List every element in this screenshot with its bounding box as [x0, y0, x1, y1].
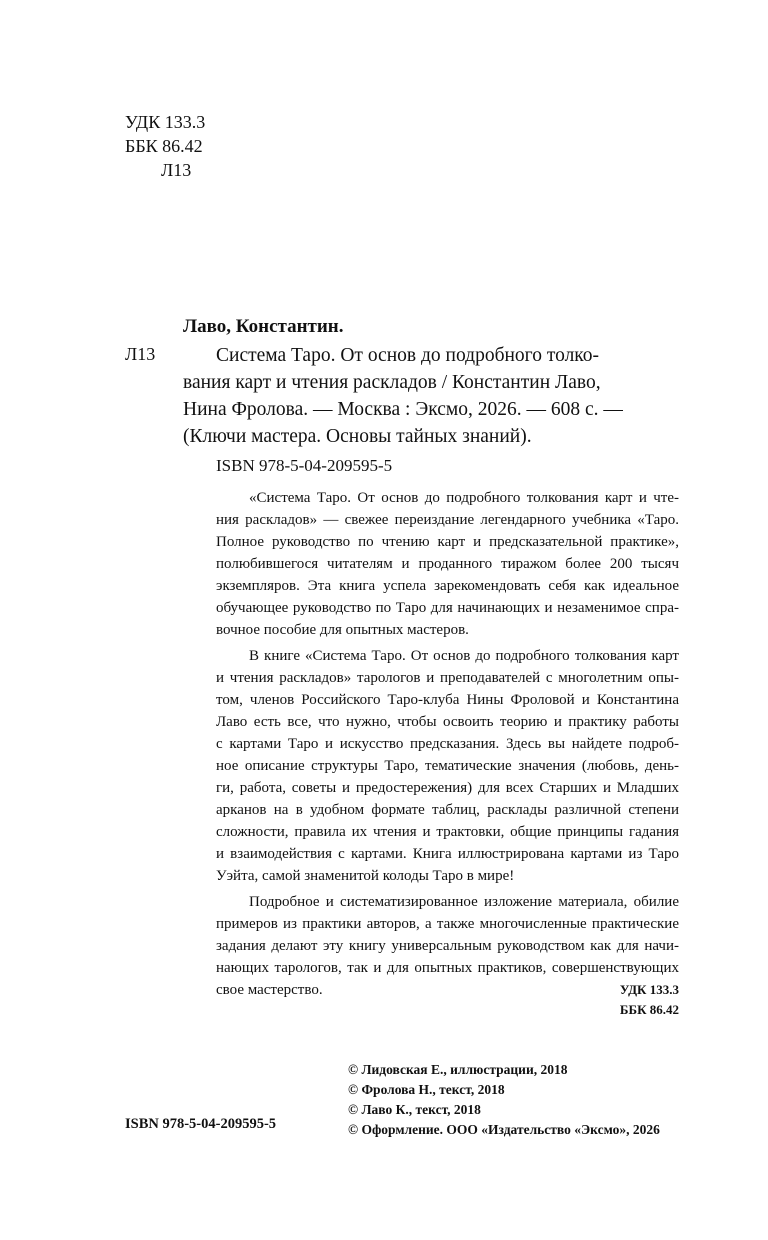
abstract-line: ги, работа, советы и предостережения) для всех Старших и Младших [216, 780, 679, 796]
abstract-line: нающих тарологов, так и для опытных практиков, совершенствующих [216, 960, 679, 976]
bib-line: Нина Фролова. — Москва : Эксмо, 2026. — 608 с. — [183, 399, 623, 420]
bib-line: вания карт и чтения раскладов / Константин Лаво, [183, 372, 601, 393]
abstract-line: экземпляров. Эта книга успела зарекомендовать себя как идеальное [216, 578, 679, 594]
abstract-line: полюбившегося читателям и проданного тиражом более 200 тысяч [216, 556, 679, 572]
udk-code-bottom: УДК 133.3 [619, 982, 679, 997]
abstract-line: задания делают эту книгу универсальным руководством как для начи- [216, 938, 679, 954]
bib-line: Система Таро. От основ до подробного толко- [216, 345, 600, 366]
classification-codes [125, 110, 205, 182]
abstract-line: свое мастерство. [216, 982, 323, 998]
abstract-line: и чтения раскладов» тарологов и преподавателей с многолетним опы- [216, 670, 679, 686]
copyright-line: © Лаво К., текст, 2018 [348, 1102, 481, 1117]
abstract-line: ное описание структуры Таро, тематические значения (любовь, день- [216, 758, 679, 774]
copyright-block [348, 1060, 660, 1140]
author-heading: Лаво, Константин. [183, 316, 344, 337]
abstract-line: Полное руководство по чтению карт и предсказательной практике», [216, 534, 679, 550]
abstract-line: «Система Таро. От основ до подробного толкования карт и чте- [249, 490, 679, 506]
bbk-code: ББК 86.42 [125, 136, 203, 156]
abstract [183, 487, 679, 1005]
abstract-line: вочное пособие для опытных мастеров. [216, 622, 469, 638]
bib-line: (Ключи мастера. Основы тайных знаний). [183, 426, 532, 447]
abstract-line: и взаимодействия с картами. Книга иллюстрирована картами из Таро [216, 846, 679, 862]
abstract-paragraph [183, 487, 679, 641]
abstract-line: Уэйта, самой знаменитой колоды Таро в мире! [216, 868, 515, 884]
isbn-record: ISBN 978-5-04-209595-5 [216, 456, 393, 475]
abstract-line: арканов на в удобном формате таблиц, расклады различной степени [216, 802, 679, 818]
side-author-mark: Л13 [125, 344, 156, 364]
abstract-line: Лаво есть все, что нужно, чтобы освоить теорию и практику работы [216, 714, 679, 730]
abstract-paragraph [183, 891, 679, 1001]
abstract-line: том, членов Российского Таро-клуба Нины Фроловой и Константина [216, 692, 679, 708]
abstract-line: ния раскладов» — свежее переиздание легендарного учебника «Таро. [216, 512, 679, 528]
isbn-bottom: ISBN 978-5-04-209595-5 [125, 1116, 277, 1132]
bbk-code-bottom: ББК 86.42 [619, 1002, 679, 1017]
copyright-line: © Лидовская Е., иллюстрации, 2018 [348, 1062, 568, 1077]
bottom-classification-codes [620, 980, 679, 1020]
abstract-paragraph [183, 645, 679, 887]
abstract-line: В книге «Система Таро. От основ до подробного толкования карт [249, 648, 679, 664]
abstract-line: обучающее руководство по Таро для начинающих и незаменимое спра- [216, 600, 679, 616]
abstract-line: сложности, правила их чтения и трактовки, общие принципы гадания [216, 824, 679, 840]
udk-code: УДК 133.3 [125, 112, 206, 132]
copyright-line: © Фролова Н., текст, 2018 [348, 1082, 505, 1097]
abstract-line: Подробное и систематизированное изложение материала, обилие [249, 894, 679, 910]
abstract-line: примеров из практики авторов, а также многочисленные практические [216, 916, 679, 932]
author-mark: Л13 [161, 160, 192, 180]
copyright-line: © Оформление. ООО «Издательство «Эксмо», 2026 [348, 1122, 660, 1137]
abstract-line: с картами Таро и искусство предсказания. Здесь вы найдете подроб- [216, 736, 679, 752]
bibliographic-description [183, 342, 679, 450]
